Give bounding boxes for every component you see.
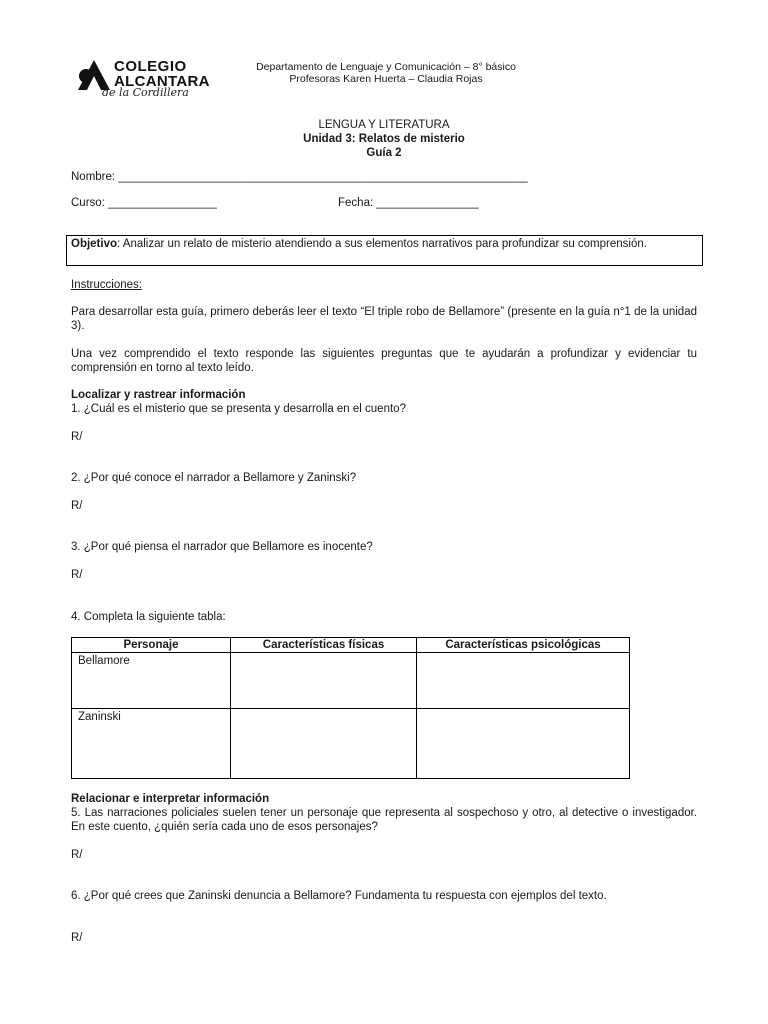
date-field[interactable]: Fecha: ________________: [338, 197, 479, 209]
section-heading-relate: Relacionar e interpretar información: [71, 793, 270, 805]
table-cell-psychological[interactable]: [417, 709, 630, 779]
table-cell-physical[interactable]: [231, 709, 417, 779]
table-cell-character: Bellamore: [72, 653, 231, 709]
unit-title: Unidad 3: Relatos de misterio: [303, 133, 465, 145]
question-1: 1. ¿Cuál es el misterio que se presenta y desarrolla en el cuento?: [71, 403, 406, 415]
question-4: 4. Completa la siguiente tabla:: [71, 611, 226, 623]
question-3: 3. ¿Por qué piensa el narrador que Bellamore es inocente?: [71, 541, 373, 553]
characters-table: [71, 637, 630, 779]
logo-text-cordillera: de la Cordillera: [102, 86, 189, 99]
table-cell-character: Zaninski: [72, 709, 231, 779]
answer-mark-3[interactable]: R/: [71, 569, 83, 581]
logo-text-alcantara: ALCANTARA: [114, 73, 210, 90]
instructions-paragraph-2: Una vez comprendido el texto responde las siguientes preguntas que te ayudarán a profundizar y evidenciar tu comprensión en torno al texto leído.: [71, 348, 697, 374]
answer-mark-5[interactable]: R/: [71, 849, 83, 861]
table-header-psychological: Características psicológicas: [417, 638, 630, 653]
section-heading-locate: Localizar y rastrear información: [71, 389, 246, 401]
objective-label: Objetivo: [71, 238, 118, 250]
name-field[interactable]: Nombre: ________________________________________________________________: [71, 171, 528, 183]
table-row: [72, 709, 630, 779]
title-block: [0, 118, 768, 160]
answer-mark-1[interactable]: R/: [71, 431, 83, 443]
guide-title: Guía 2: [366, 147, 402, 159]
answer-mark-6[interactable]: R/: [71, 932, 83, 944]
school-logo: [76, 56, 210, 104]
question-5: 5. Las narraciones policiales suelen tener un personaje que representa al sospechoso y otro, al detective o investigador. En este cuento, ¿quién sería cada uno de esos personajes?: [71, 807, 697, 833]
objective-box: [66, 235, 703, 266]
table-row: [72, 653, 630, 709]
question-2: 2. ¿Por qué conoce el narrador a Bellamore y Zaninski?: [71, 472, 357, 484]
subject-title: LENGUA Y LITERATURA: [318, 119, 450, 131]
table-header-row: [72, 638, 630, 653]
table-header-physical: Características físicas: [231, 638, 417, 653]
teachers-line: Profesoras Karen Huerta – Claudia Rojas: [289, 73, 483, 85]
department-line: Departamento de Lenguaje y Comunicación – 8° básico: [256, 61, 516, 73]
question-6: 6. ¿Por qué crees que Zaninski denuncia a Bellamore? Fundamenta tu respuesta con ejemplos del texto.: [71, 890, 607, 902]
instructions-heading: Instrucciones:: [71, 279, 142, 291]
objective-text: : Analizar un relato de misterio atendiendo a sus elementos narrativos para profundizar su comprensión.: [117, 238, 647, 250]
table-header-character: Personaje: [72, 638, 231, 653]
logo-text-colegio: COLEGIO: [114, 58, 187, 75]
table-cell-psychological[interactable]: [417, 653, 630, 709]
instructions-paragraph-1: Para desarrollar esta guía, primero deberás leer el texto “El triple robo de Bellamore” (presente en la guía n°1 de la unidad 3).: [71, 306, 697, 332]
course-field[interactable]: Curso: _________________: [71, 197, 217, 209]
answer-mark-2[interactable]: R/: [71, 500, 83, 512]
table-cell-physical[interactable]: [231, 653, 417, 709]
